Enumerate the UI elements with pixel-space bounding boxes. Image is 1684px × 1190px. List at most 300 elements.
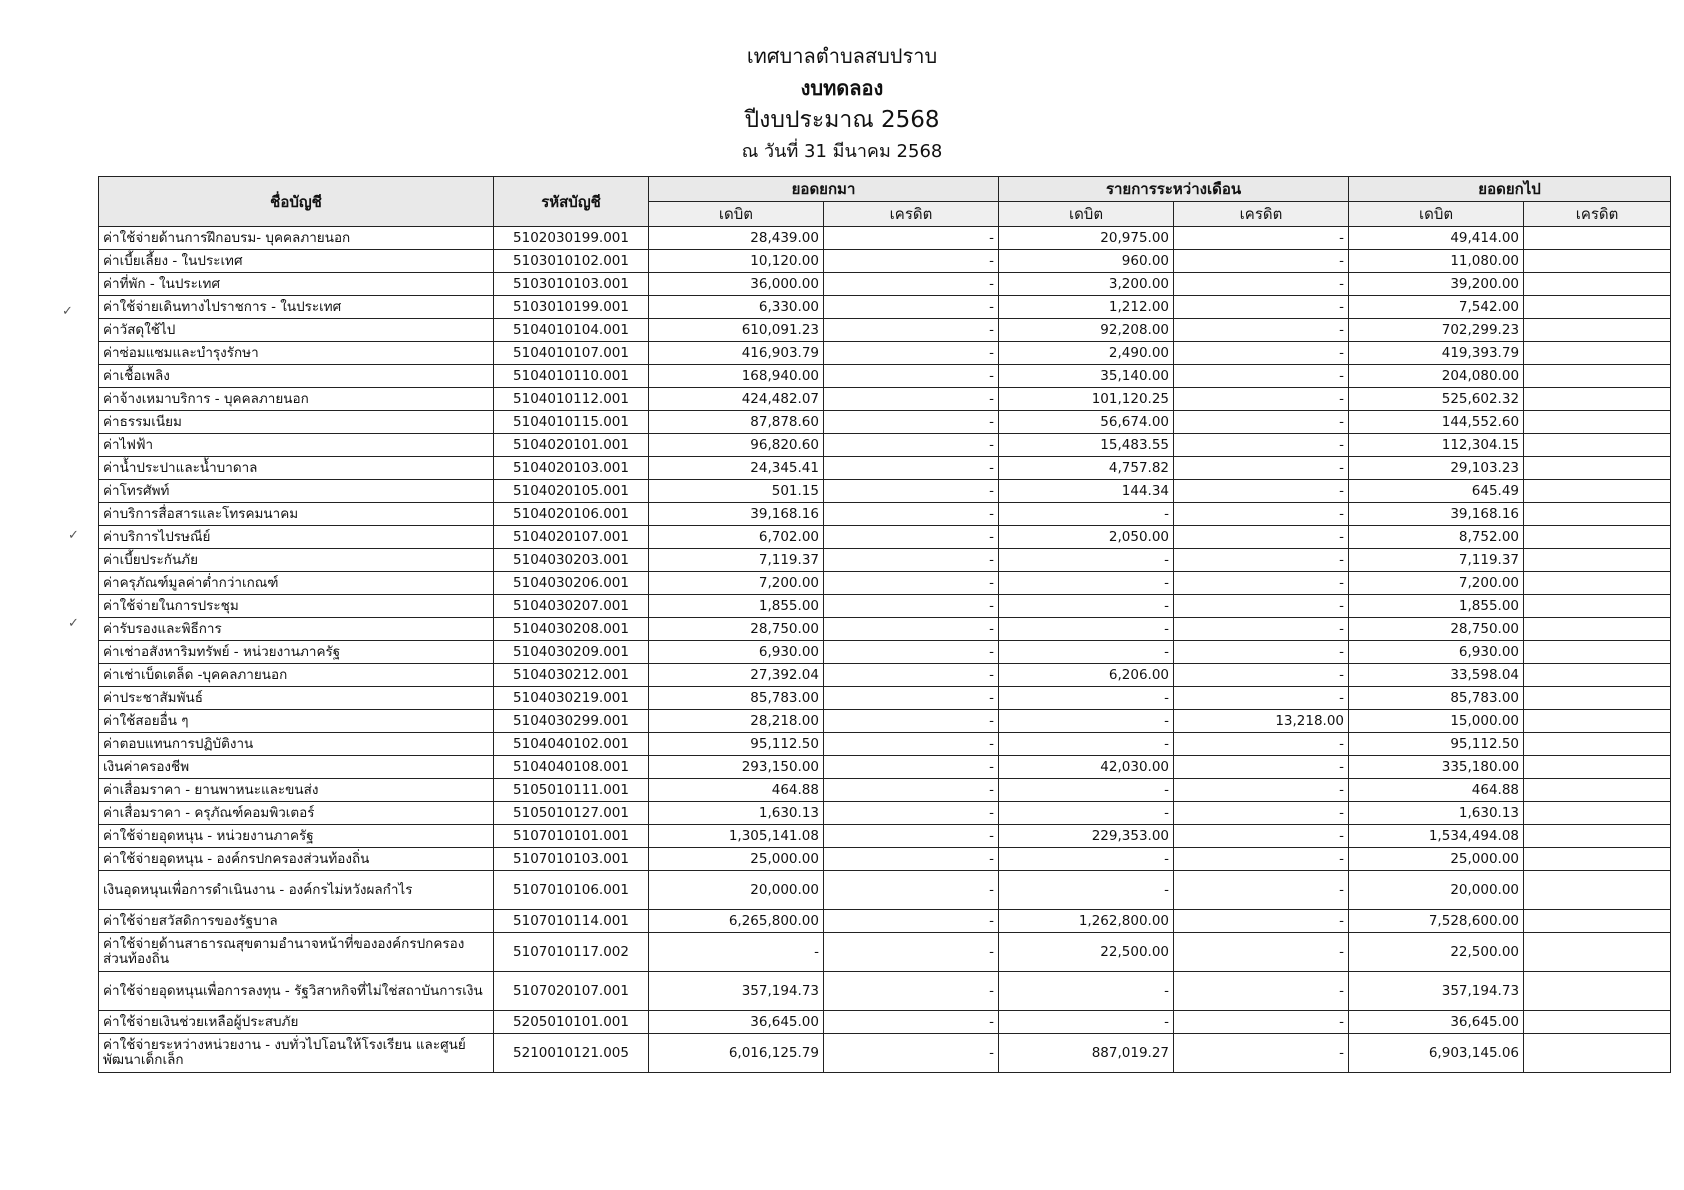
account-name-cell: ค่าใช้จ่ายด้านการฝึกอบรม- บุคคลภายนอก (99, 227, 494, 250)
opening-credit-cell: - (824, 933, 999, 972)
opening-credit-cell: - (824, 319, 999, 342)
closing-debit-cell: 15,000.00 (1349, 710, 1524, 733)
closing-debit-cell: 8,752.00 (1349, 526, 1524, 549)
account-name-cell: ค่าบริการสื่อสารและโทรคมนาคม (99, 503, 494, 526)
closing-debit-cell: 7,119.37 (1349, 549, 1524, 572)
account-code-cell: 5104040108.001 (494, 756, 649, 779)
movement-credit-cell: - (1174, 572, 1349, 595)
movement-credit-cell: - (1174, 549, 1349, 572)
closing-credit-cell (1524, 549, 1671, 572)
movement-debit-cell: 144.34 (999, 480, 1174, 503)
movement-debit-cell: - (999, 733, 1174, 756)
opening-credit-cell: - (824, 825, 999, 848)
opening-debit-cell: 6,016,125.79 (649, 1034, 824, 1073)
opening-credit-cell: - (824, 526, 999, 549)
as-of-date: ณ วันที่ 31 มีนาคม 2568 (741, 141, 943, 162)
account-code-cell: 5104030212.001 (494, 664, 649, 687)
table-row (99, 227, 1671, 250)
movement-debit-cell: 56,674.00 (999, 411, 1174, 434)
movement-credit-cell: - (1174, 434, 1349, 457)
table-row (99, 480, 1671, 503)
closing-credit-cell (1524, 250, 1671, 273)
opening-credit-cell: - (824, 296, 999, 319)
closing-debit-cell: 525,602.32 (1349, 388, 1524, 411)
closing-credit-cell (1524, 595, 1671, 618)
table-row (99, 825, 1671, 848)
account-name-cell: ค่าเบี้ยประกันภัย (99, 549, 494, 572)
opening-credit-cell: - (824, 848, 999, 871)
opening-debit-cell: 36,645.00 (649, 1011, 824, 1034)
movement-credit-cell: - (1174, 618, 1349, 641)
movement-debit-cell: 42,030.00 (999, 756, 1174, 779)
table-row (99, 411, 1671, 434)
movement-debit-cell: 22,500.00 (999, 933, 1174, 972)
opening-credit-cell: - (824, 549, 999, 572)
movement-credit-cell: - (1174, 595, 1349, 618)
account-code-cell: 5104030208.001 (494, 618, 649, 641)
closing-credit-cell (1524, 733, 1671, 756)
account-code-cell: 5104020105.001 (494, 480, 649, 503)
opening-credit-cell: - (824, 641, 999, 664)
account-name-cell: ค่าบริการไปรษณีย์ (99, 526, 494, 549)
movement-debit-cell: 2,490.00 (999, 342, 1174, 365)
opening-credit-cell: - (824, 802, 999, 825)
opening-debit-cell: 1,305,141.08 (649, 825, 824, 848)
closing-debit-cell: 85,783.00 (1349, 687, 1524, 710)
account-name-cell: ค่าตอบแทนการปฏิบัติงาน (99, 733, 494, 756)
opening-debit-cell: 39,168.16 (649, 503, 824, 526)
closing-debit-cell: 95,112.50 (1349, 733, 1524, 756)
movement-debit-cell: 4,757.82 (999, 457, 1174, 480)
account-code-cell: 5107010106.001 (494, 871, 649, 910)
account-name-cell: ค่าประชาสัมพันธ์ (99, 687, 494, 710)
account-code-cell: 5104020101.001 (494, 434, 649, 457)
closing-debit-cell: 1,630.13 (1349, 802, 1524, 825)
opening-credit-cell: - (824, 664, 999, 687)
movement-debit-cell: 1,212.00 (999, 296, 1174, 319)
col-opening-debit: เดบิต (649, 202, 824, 227)
closing-credit-cell (1524, 664, 1671, 687)
closing-debit-cell: 464.88 (1349, 779, 1524, 802)
movement-debit-cell: - (999, 710, 1174, 733)
account-code-cell: 5104030207.001 (494, 595, 649, 618)
account-code-cell: 5104010107.001 (494, 342, 649, 365)
table-row (99, 250, 1671, 273)
movement-credit-cell: - (1174, 480, 1349, 503)
opening-credit-cell: - (824, 687, 999, 710)
account-name-cell: ค่าโทรศัพท์ (99, 480, 494, 503)
movement-credit-cell: - (1174, 250, 1349, 273)
movement-debit-cell: - (999, 871, 1174, 910)
movement-credit-cell: - (1174, 319, 1349, 342)
table-row (99, 457, 1671, 480)
movement-credit-cell: - (1174, 411, 1349, 434)
table-row (99, 526, 1671, 549)
closing-debit-cell: 7,528,600.00 (1349, 910, 1524, 933)
closing-credit-cell (1524, 227, 1671, 250)
opening-credit-cell: - (824, 756, 999, 779)
opening-debit-cell: 96,820.60 (649, 434, 824, 457)
col-account-name: ชื่อบัญชี (99, 177, 494, 227)
closing-credit-cell (1524, 848, 1671, 871)
account-name-cell: ค่าไฟฟ้า (99, 434, 494, 457)
account-code-cell: 5107010114.001 (494, 910, 649, 933)
account-name-cell: ค่าเชื้อเพลิง (99, 365, 494, 388)
opening-credit-cell: - (824, 972, 999, 1011)
opening-debit-cell: 6,265,800.00 (649, 910, 824, 933)
table-row (99, 549, 1671, 572)
margin-tick-mark: ✓ (68, 528, 79, 543)
opening-credit-cell: - (824, 273, 999, 296)
closing-debit-cell: 22,500.00 (1349, 933, 1524, 972)
account-name-cell: ค่าเสื่อมราคา - ครุภัณฑ์คอมพิวเตอร์ (99, 802, 494, 825)
opening-debit-cell: 27,392.04 (649, 664, 824, 687)
opening-debit-cell: 293,150.00 (649, 756, 824, 779)
table-row (99, 273, 1671, 296)
opening-credit-cell: - (824, 503, 999, 526)
movement-debit-cell: - (999, 503, 1174, 526)
account-code-cell: 5107010117.002 (494, 933, 649, 972)
opening-debit-cell: 7,119.37 (649, 549, 824, 572)
opening-credit-cell: - (824, 595, 999, 618)
col-movement-debit: เดบิต (999, 202, 1174, 227)
opening-credit-cell: - (824, 779, 999, 802)
movement-credit-cell: - (1174, 910, 1349, 933)
margin-tick-mark: ✓ (62, 304, 73, 319)
closing-debit-cell: 702,299.23 (1349, 319, 1524, 342)
account-name-cell: ค่าใช้จ่ายสวัสดิการของรัฐบาล (99, 910, 494, 933)
opening-debit-cell: 501.15 (649, 480, 824, 503)
table-row (99, 664, 1671, 687)
account-name-cell: ค่าครุภัณฑ์มูลค่าต่ำกว่าเกณฑ์ (99, 572, 494, 595)
opening-debit-cell: 25,000.00 (649, 848, 824, 871)
closing-credit-cell (1524, 641, 1671, 664)
closing-debit-cell: 7,200.00 (1349, 572, 1524, 595)
account-code-cell: 5104030219.001 (494, 687, 649, 710)
account-code-cell: 5104040102.001 (494, 733, 649, 756)
closing-debit-cell: 7,542.00 (1349, 296, 1524, 319)
movement-credit-cell: - (1174, 802, 1349, 825)
opening-debit-cell: 87,878.60 (649, 411, 824, 434)
closing-debit-cell: 36,645.00 (1349, 1011, 1524, 1034)
organization-name: เทศบาลตำบลสบปราบ (746, 44, 938, 68)
closing-debit-cell: 357,194.73 (1349, 972, 1524, 1011)
closing-credit-cell (1524, 388, 1671, 411)
movement-debit-cell: 35,140.00 (999, 365, 1174, 388)
table-row (99, 641, 1671, 664)
table-row (99, 933, 1671, 972)
opening-debit-cell: 85,783.00 (649, 687, 824, 710)
closing-credit-cell (1524, 342, 1671, 365)
opening-credit-cell: - (824, 1011, 999, 1034)
account-code-cell: 5104020103.001 (494, 457, 649, 480)
trial-balance-table (98, 176, 1671, 1073)
opening-debit-cell: 464.88 (649, 779, 824, 802)
closing-credit-cell (1524, 871, 1671, 910)
movement-debit-cell: 3,200.00 (999, 273, 1174, 296)
opening-debit-cell: 424,482.07 (649, 388, 824, 411)
movement-debit-cell: - (999, 549, 1174, 572)
movement-credit-cell: - (1174, 687, 1349, 710)
closing-debit-cell: 29,103.23 (1349, 457, 1524, 480)
closing-credit-cell (1524, 503, 1671, 526)
closing-debit-cell: 335,180.00 (1349, 756, 1524, 779)
movement-credit-cell: 13,218.00 (1174, 710, 1349, 733)
movement-debit-cell: - (999, 618, 1174, 641)
movement-debit-cell: - (999, 779, 1174, 802)
account-code-cell: 5104020107.001 (494, 526, 649, 549)
table-row (99, 296, 1671, 319)
opening-debit-cell: 20,000.00 (649, 871, 824, 910)
opening-credit-cell: - (824, 733, 999, 756)
account-code-cell: 5102030199.001 (494, 227, 649, 250)
col-closing-credit: เครดิต (1524, 202, 1671, 227)
account-code-cell: 5104030203.001 (494, 549, 649, 572)
table-row (99, 687, 1671, 710)
closing-debit-cell: 1,534,494.08 (1349, 825, 1524, 848)
account-name-cell: ค่าธรรมเนียม (99, 411, 494, 434)
account-name-cell: ค่าน้ำประปาและน้ำบาดาล (99, 457, 494, 480)
closing-credit-cell (1524, 687, 1671, 710)
movement-credit-cell: - (1174, 779, 1349, 802)
closing-debit-cell: 20,000.00 (1349, 871, 1524, 910)
account-name-cell: ค่าซ่อมแซมและบำรุงรักษา (99, 342, 494, 365)
movement-credit-cell: - (1174, 1011, 1349, 1034)
closing-debit-cell: 49,414.00 (1349, 227, 1524, 250)
opening-credit-cell: - (824, 227, 999, 250)
account-code-cell: 5104030209.001 (494, 641, 649, 664)
opening-debit-cell: 10,120.00 (649, 250, 824, 273)
table-row (99, 848, 1671, 871)
account-name-cell: ค่าเบี้ยเลี้ยง - ในประเทศ (99, 250, 494, 273)
account-name-cell: ค่าใช้จ่ายอุดหนุนเพื่อการลงทุน - รัฐวิสาหกิจที่ไม่ใช่สถาบันการเงิน (99, 972, 494, 1011)
closing-debit-cell: 28,750.00 (1349, 618, 1524, 641)
closing-credit-cell (1524, 802, 1671, 825)
closing-credit-cell (1524, 434, 1671, 457)
table-row (99, 733, 1671, 756)
opening-credit-cell: - (824, 618, 999, 641)
account-code-cell: 5105010127.001 (494, 802, 649, 825)
opening-debit-cell: 416,903.79 (649, 342, 824, 365)
closing-credit-cell (1524, 296, 1671, 319)
opening-debit-cell: 1,630.13 (649, 802, 824, 825)
movement-debit-cell: 92,208.00 (999, 319, 1174, 342)
table-row (99, 710, 1671, 733)
closing-debit-cell: 6,930.00 (1349, 641, 1524, 664)
account-name-cell: ค่าเสื่อมราคา - ยานพาหนะและขนส่ง (99, 779, 494, 802)
account-name-cell: ค่าที่พัก - ในประเทศ (99, 273, 494, 296)
table-row (99, 618, 1671, 641)
account-name-cell: ค่าเช่าเบ็ดเตล็ด -บุคคลภายนอก (99, 664, 494, 687)
col-movement-credit: เครดิต (1174, 202, 1349, 227)
opening-credit-cell: - (824, 1034, 999, 1073)
opening-debit-cell: 6,930.00 (649, 641, 824, 664)
col-closing-debit: เดบิต (1349, 202, 1524, 227)
opening-debit-cell: 6,702.00 (649, 526, 824, 549)
closing-debit-cell: 645.49 (1349, 480, 1524, 503)
col-group-movement: รายการระหว่างเดือน (999, 177, 1349, 202)
opening-debit-cell: 168,940.00 (649, 365, 824, 388)
movement-credit-cell: - (1174, 825, 1349, 848)
opening-credit-cell: - (824, 710, 999, 733)
account-code-cell: 5104010110.001 (494, 365, 649, 388)
closing-credit-cell (1524, 411, 1671, 434)
table-row (99, 1011, 1671, 1034)
account-name-cell: เงินค่าครองชีพ (99, 756, 494, 779)
ledger-body (99, 227, 1671, 1073)
movement-debit-cell: 6,206.00 (999, 664, 1174, 687)
closing-debit-cell: 144,552.60 (1349, 411, 1524, 434)
account-code-cell: 5205010101.001 (494, 1011, 649, 1034)
closing-credit-cell (1524, 910, 1671, 933)
movement-debit-cell: 15,483.55 (999, 434, 1174, 457)
table-row (99, 388, 1671, 411)
opening-credit-cell: - (824, 434, 999, 457)
movement-debit-cell: - (999, 1011, 1174, 1034)
closing-debit-cell: 1,855.00 (1349, 595, 1524, 618)
opening-debit-cell: 28,218.00 (649, 710, 824, 733)
movement-credit-cell: - (1174, 933, 1349, 972)
opening-credit-cell: - (824, 250, 999, 273)
closing-debit-cell: 25,000.00 (1349, 848, 1524, 871)
opening-debit-cell: - (649, 933, 824, 972)
closing-credit-cell (1524, 756, 1671, 779)
opening-debit-cell: 610,091.23 (649, 319, 824, 342)
opening-debit-cell: 7,200.00 (649, 572, 824, 595)
closing-credit-cell (1524, 618, 1671, 641)
movement-debit-cell: - (999, 641, 1174, 664)
movement-credit-cell: - (1174, 388, 1349, 411)
movement-credit-cell: - (1174, 273, 1349, 296)
account-code-cell: 5103010102.001 (494, 250, 649, 273)
opening-credit-cell: - (824, 342, 999, 365)
closing-credit-cell (1524, 825, 1671, 848)
closing-debit-cell: 39,200.00 (1349, 273, 1524, 296)
movement-debit-cell: - (999, 572, 1174, 595)
account-name-cell: ค่าใช้จ่ายเงินช่วยเหลือผู้ประสบภัย (99, 1011, 494, 1034)
account-code-cell: 5104030206.001 (494, 572, 649, 595)
opening-credit-cell: - (824, 388, 999, 411)
closing-credit-cell (1524, 319, 1671, 342)
document-title: งบทดลอง (800, 76, 884, 100)
movement-debit-cell: 887,019.27 (999, 1034, 1174, 1073)
account-code-cell: 5103010199.001 (494, 296, 649, 319)
movement-credit-cell: - (1174, 365, 1349, 388)
account-code-cell: 5105010111.001 (494, 779, 649, 802)
opening-debit-cell: 95,112.50 (649, 733, 824, 756)
table-row (99, 342, 1671, 365)
account-code-cell: 5103010103.001 (494, 273, 649, 296)
closing-credit-cell (1524, 457, 1671, 480)
table-row (99, 595, 1671, 618)
account-code-cell: 5104010115.001 (494, 411, 649, 434)
account-name-cell: ค่าใช้จ่ายอุดหนุน - องค์กรปกครองส่วนท้องถิ่น (99, 848, 494, 871)
table-row (99, 779, 1671, 802)
account-name-cell: ค่าใช้จ่ายด้านสาธารณสุขตามอำนาจหน้าที่ขององค์กรปกครองส่วนท้องถิ่น (99, 933, 494, 972)
closing-credit-cell (1524, 1011, 1671, 1034)
opening-credit-cell: - (824, 365, 999, 388)
closing-credit-cell (1524, 526, 1671, 549)
movement-credit-cell: - (1174, 296, 1349, 319)
opening-credit-cell: - (824, 457, 999, 480)
movement-credit-cell: - (1174, 1034, 1349, 1073)
movement-debit-cell: 1,262,800.00 (999, 910, 1174, 933)
closing-debit-cell: 112,304.15 (1349, 434, 1524, 457)
closing-credit-cell (1524, 933, 1671, 972)
movement-credit-cell: - (1174, 756, 1349, 779)
col-account-code: รหัสบัญชี (494, 177, 649, 227)
opening-credit-cell: - (824, 411, 999, 434)
account-code-cell: 5104010112.001 (494, 388, 649, 411)
movement-credit-cell: - (1174, 526, 1349, 549)
table-row (99, 1034, 1671, 1073)
movement-debit-cell: 20,975.00 (999, 227, 1174, 250)
movement-credit-cell: - (1174, 457, 1349, 480)
opening-credit-cell: - (824, 871, 999, 910)
account-name-cell: ค่าใช้จ่ายระหว่างหน่วยงาน - งบทั่วไปโอนให้โรงเรียน และศูนย์พัฒนาเด็กเล็ก (99, 1034, 494, 1073)
movement-credit-cell: - (1174, 972, 1349, 1011)
account-code-cell: 5107010101.001 (494, 825, 649, 848)
movement-debit-cell: 229,353.00 (999, 825, 1174, 848)
account-code-cell: 5107010103.001 (494, 848, 649, 871)
account-code-cell: 5104020106.001 (494, 503, 649, 526)
account-name-cell: ค่าใช้จ่ายเดินทางไปราชการ - ในประเทศ (99, 296, 494, 319)
closing-credit-cell (1524, 710, 1671, 733)
movement-credit-cell: - (1174, 641, 1349, 664)
table-row (99, 871, 1671, 910)
account-code-cell: 5104030299.001 (494, 710, 649, 733)
closing-debit-cell: 11,080.00 (1349, 250, 1524, 273)
table-row (99, 802, 1671, 825)
table-row (99, 910, 1671, 933)
col-group-opening: ยอดยกมา (649, 177, 999, 202)
document-header (0, 40, 1684, 168)
opening-debit-cell: 36,000.00 (649, 273, 824, 296)
movement-credit-cell: - (1174, 848, 1349, 871)
closing-debit-cell: 39,168.16 (1349, 503, 1524, 526)
closing-credit-cell (1524, 972, 1671, 1011)
opening-debit-cell: 357,194.73 (649, 972, 824, 1011)
movement-debit-cell: - (999, 802, 1174, 825)
account-name-cell: ค่าใช้จ่ายอุดหนุน - หน่วยงานภาครัฐ (99, 825, 494, 848)
closing-credit-cell (1524, 480, 1671, 503)
movement-debit-cell: 2,050.00 (999, 526, 1174, 549)
closing-credit-cell (1524, 1034, 1671, 1073)
movement-debit-cell: - (999, 972, 1174, 1011)
account-name-cell: เงินอุดหนุนเพื่อการดำเนินงาน - องค์กรไม่หวังผลกำไร (99, 871, 494, 910)
movement-credit-cell: - (1174, 733, 1349, 756)
movement-debit-cell: 101,120.25 (999, 388, 1174, 411)
account-name-cell: ค่าใช้สอยอื่น ๆ (99, 710, 494, 733)
closing-debit-cell: 419,393.79 (1349, 342, 1524, 365)
col-opening-credit: เครดิต (824, 202, 999, 227)
account-name-cell: ค่าวัสดุใช้ไป (99, 319, 494, 342)
movement-credit-cell: - (1174, 503, 1349, 526)
opening-credit-cell: - (824, 910, 999, 933)
col-group-closing: ยอดยกไป (1349, 177, 1671, 202)
table-row (99, 503, 1671, 526)
margin-tick-mark: ✓ (68, 616, 79, 631)
account-code-cell: 5210010121.005 (494, 1034, 649, 1073)
table-row (99, 572, 1671, 595)
account-name-cell: ค่ารับรองและพิธีการ (99, 618, 494, 641)
table-row (99, 756, 1671, 779)
table-row (99, 365, 1671, 388)
account-name-cell: ค่าเช่าอสังหาริมทรัพย์ - หน่วยงานภาครัฐ (99, 641, 494, 664)
account-code-cell: 5107020107.001 (494, 972, 649, 1011)
account-name-cell: ค่าจ้างเหมาบริการ - บุคคลภายนอก (99, 388, 494, 411)
table-row (99, 434, 1671, 457)
